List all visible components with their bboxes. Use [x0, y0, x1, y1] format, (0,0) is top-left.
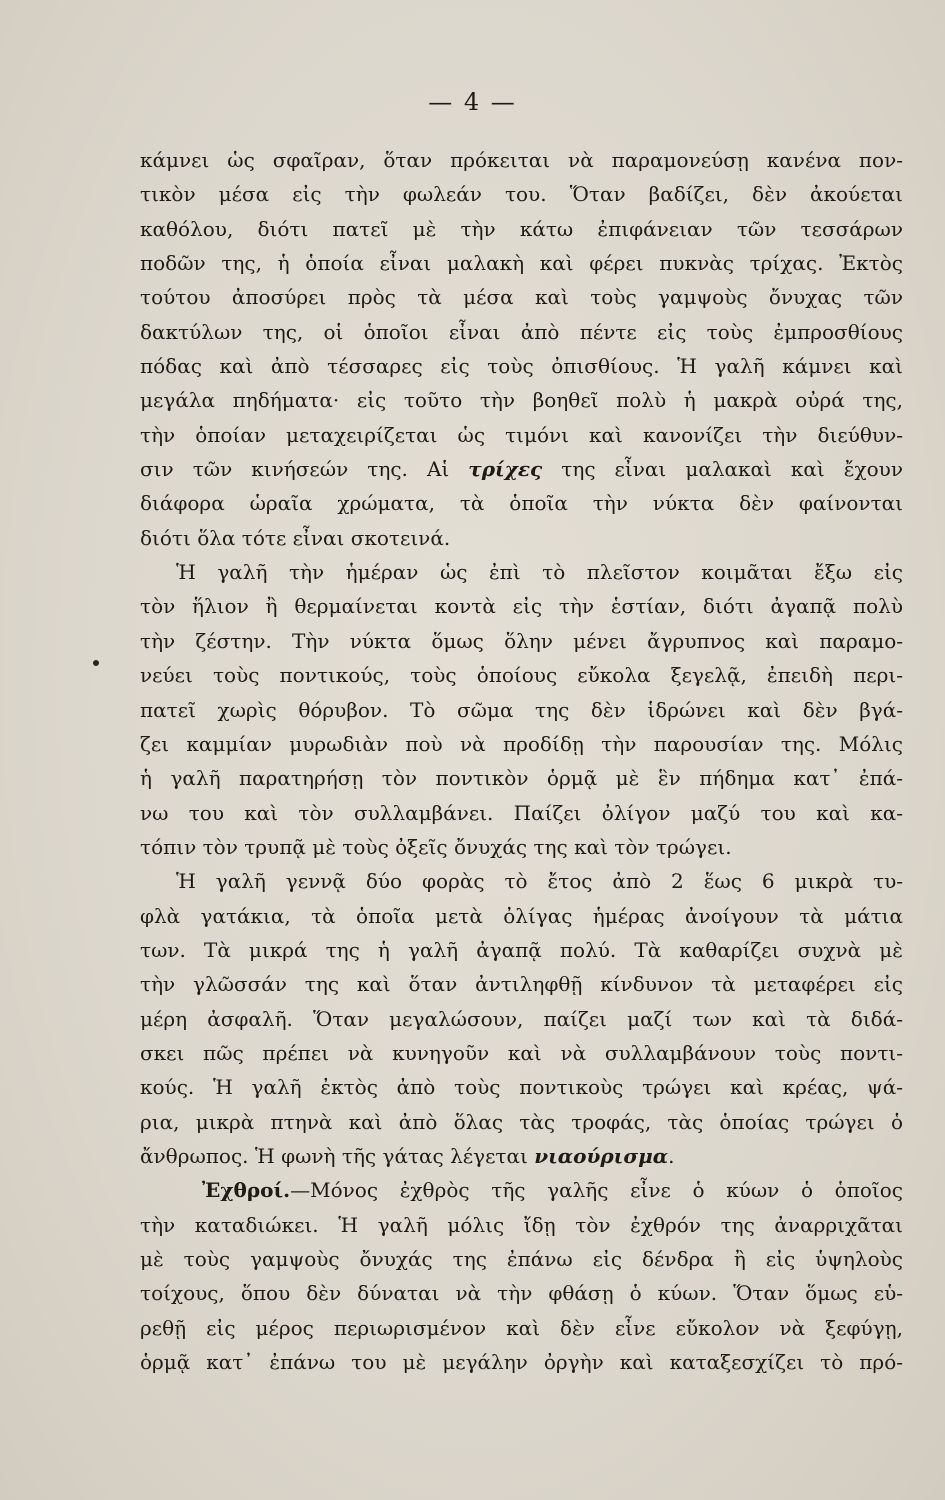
text-line: τόπιν τὸν τρυπᾷ μὲ τοὺς ὀξεῖς ὄνυχάς της καὶ τὸν τρώγει. [140, 834, 732, 859]
text-line: δακτύλων της, οἱ ὁποῖοι εἶναι ἀπὸ πέντε εἰς τοὺς ἐμπροσθίους [140, 319, 903, 344]
paragraph-start-line: Ἡ γαλῆ γεννᾷ δύο φορὰς τὸ ἔτος ἀπὸ 2 ἕως 6 μικρὰ τυ- [176, 869, 903, 894]
text-line: διότι ὅλα τότε εἶναι σκοτεινά. [140, 525, 451, 550]
text-line: τὴν γλῶσσάν της καὶ ὅταν ἀντιληφθῇ κίνδυνον τὰ μεταφέρει εἰς [140, 972, 903, 997]
text-line: ἡ γαλῆ παρατηρήσῃ τὸν ποντικὸν ὁρμᾷ μὲ ἓν πήδημα κατ᾽ ἐπά- [140, 766, 903, 791]
text-line: τὴν ὁποίαν μεταχειρίζεται ὡς τιμόνι καὶ κανονίζει τὴν διεύθυν- [140, 422, 903, 447]
line-start: ἄνθρωπος. Ἡ φωνὴ τῆς γάτας λέγεται [140, 1143, 528, 1168]
line-end: της εἶναι μαλακαὶ καὶ ἔχουν [561, 457, 903, 482]
text-line: τὴν καταδιώκει. Ἡ γαλῆ μόλις ἴδῃ τὸν ἐχθρόν της ἀναρριχᾶται [140, 1212, 903, 1237]
text-line: νεύει τοὺς ποντικούς, τοὺς ὁποίους εὔκολα ξεγελᾷ, ἐπειδὴ περι- [140, 663, 903, 688]
text-line: μεγάλα πηδήματα· εἰς τοῦτο τὴν βοηθεῖ πολὺ ἡ μακρὰ οὐρά της, [140, 388, 903, 413]
line-start: σιν τῶν κινήσεών της. Αἱ [140, 457, 450, 482]
page-number: — 4 — [428, 88, 517, 116]
text-line: ρια, μικρὰ πτηνὰ καὶ ἀπὸ ὅλας τὰς τροφάς, τὰς ὁποίας τρώγει ὁ [140, 1109, 903, 1134]
line-end: . [668, 1143, 675, 1168]
text-line: τὸν ἥλιον ἢ θερμαίνεται κοντὰ εἰς τὴν ἑστίαν, διότι ἀγαπᾷ πολὺ [140, 594, 903, 619]
section-heading: Ἐχθροί. [202, 1178, 291, 1203]
body-text [140, 143, 903, 1379]
bold-term: νιαούρισμα [534, 1143, 669, 1168]
text-line: ὁρμᾷ κατ᾽ ἐπάνω του μὲ μεγάλην ὀργὴν καὶ καταξεσχίζει τὸ πρό- [140, 1350, 903, 1375]
text-line-with-term [140, 1139, 903, 1173]
section-heading-line [140, 1173, 903, 1207]
text-line: κάμνει ὡς σφαῖραν, ὅταν πρόκειται νὰ παραμονεύσῃ κανένα πον- [140, 148, 903, 172]
line-end: —Μόνος ἐχθρὸς τῆς γαλῆς εἶνε ὁ κύων ὁ ὁποῖος [290, 1178, 903, 1203]
text-line: των. Τὰ μικρά της ἡ γαλῆ ἀγαπᾷ πολύ. Τὰ καθαρίζει συχνὰ μὲ [140, 937, 903, 962]
text-line: ρεθῇ εἰς μέρος περιωρισμένον καὶ δὲν εἶνε εὔκολον νὰ ξεφύγῃ, [140, 1315, 903, 1340]
text-line: τὴν ζέστην. Τὴν νύκτα ὅμως ὅλην μένει ἄγρυπνος καὶ παραμο- [140, 628, 903, 653]
text-line: ποδῶν της, ἡ ὁποία εἶναι μαλακὴ καὶ φέρει πυκνὰς τρίχας. Ἐκτὸς [140, 251, 903, 276]
text-line: καθόλου, διότι πατεῖ μὲ τὴν κάτω ἐπιφάνειαν τῶν τεσσάρων [140, 216, 903, 241]
text-line: μέρη ἀσφαλῆ. Ὅταν μεγαλώσουν, παίζει μαζί των καὶ τὰ διδά- [140, 1006, 903, 1031]
text-line: σκει πῶς πρέπει νὰ κυνηγοῦν καὶ νὰ συλλαμβάνουν τοὺς ποντι- [140, 1040, 903, 1065]
bold-term: τρίχες [468, 457, 543, 482]
text-line: τικὸν μέσα εἰς τὴν φωλεάν του. Ὅταν βαδίζει, δὲν ἀκούεται [140, 182, 903, 207]
text-line: πόδας καὶ ἀπὸ τέσσαρες εἰς τοὺς ὀπισθίους. Ἡ γαλῆ κάμνει καὶ [140, 354, 903, 379]
text-line: νω του καὶ τὸν συλλαμβάνει. Παίζει ὀλίγον μαζύ του καὶ κα- [140, 800, 903, 825]
paragraph-start-line: Ἡ γαλῆ τὴν ἡμέραν ὡς ἐπὶ τὸ πλεῖστον κοιμᾶται ἔξω εἰς [176, 560, 903, 585]
text-line: διάφορα ὡραῖα χρώματα, τὰ ὁποῖα τὴν νύκτα δὲν φαίνονται [140, 491, 903, 516]
text-line: μὲ τοὺς γαμψοὺς ὄνυχάς της ἐπάνω εἰς δένδρα ἢ εἰς ὑψηλοὺς [140, 1247, 903, 1271]
text-line: τούτου ἀποσύρει πρὸς τὰ μέσα καὶ τοὺς γαμψοὺς ὄνυχας τῶν [140, 285, 903, 310]
text-line: κούς. Ἡ γαλῆ ἐκτὸς ἀπὸ τοὺς ποντικοὺς τρώγει καὶ κρέας, ψά- [140, 1075, 903, 1100]
text-line: τοίχους, ὅπου δὲν δύναται νὰ τὴν φθάσῃ ὁ κύων. Ὅταν ὅμως εὑ- [140, 1281, 903, 1306]
text-line: πατεῖ χωρὶς θόρυβον. Τὸ σῶμα της δὲν ἱδρώνει καὶ δὲν βγά- [140, 697, 903, 722]
text-line: ζει καμμίαν μυρωδιὰν ποὺ νὰ προδίδῃ τὴν παρουσίαν της. Μόλις [140, 731, 903, 756]
margin-dot [93, 660, 99, 666]
text-line-with-term [140, 452, 903, 486]
text-line: φλὰ γατάκια, τὰ ὁποῖα μετὰ ὀλίγας ἡμέρας ἀνοίγουν τὰ μάτια [140, 903, 903, 928]
